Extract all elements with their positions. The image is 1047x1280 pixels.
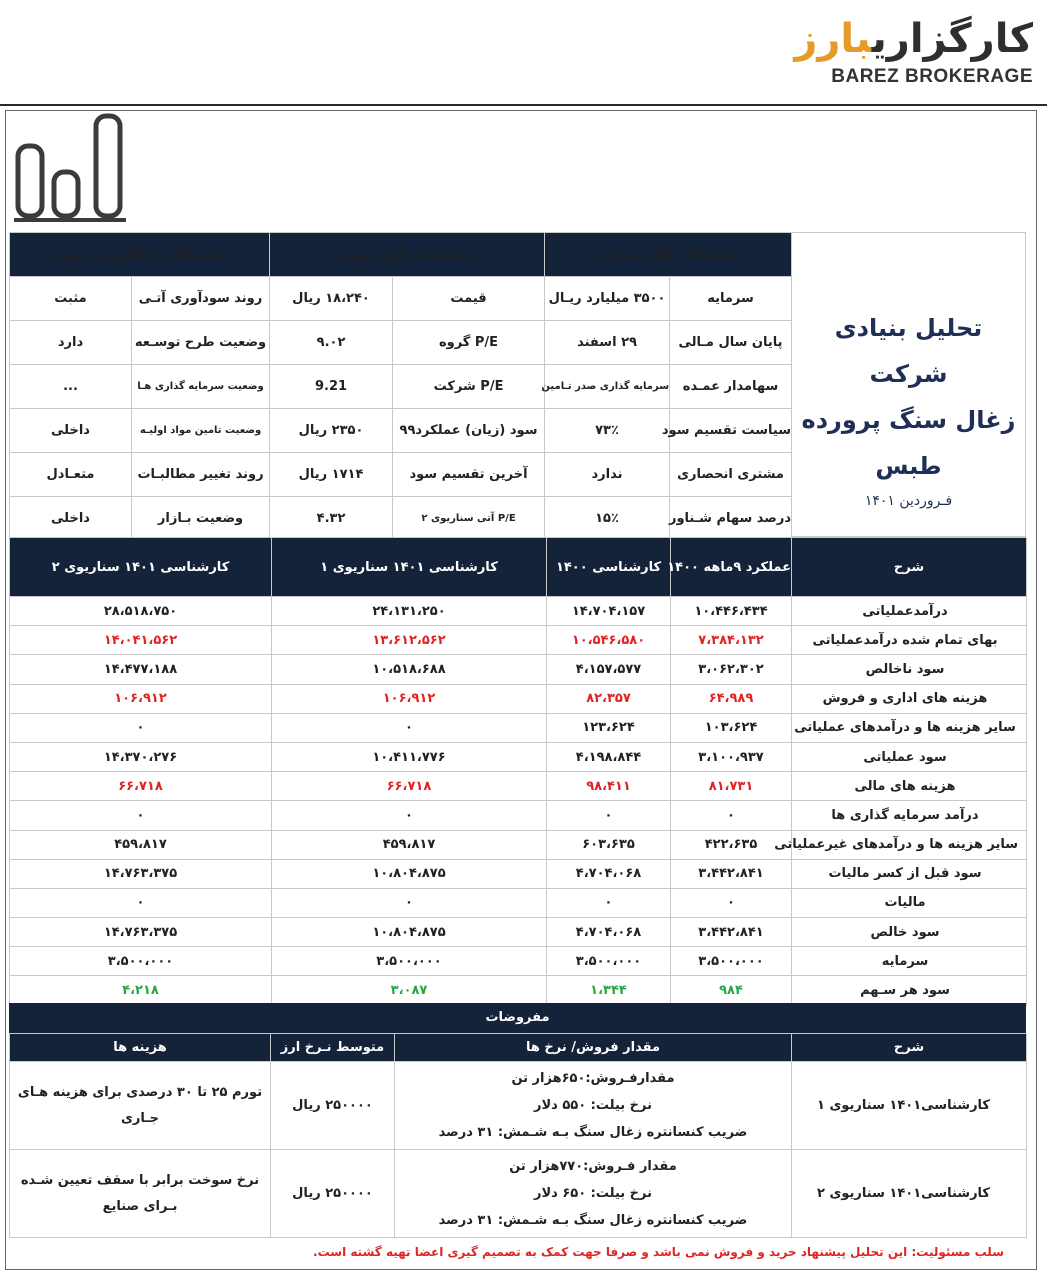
financials-cell: ۳،۴۴۲،۸۴۱ <box>671 918 792 947</box>
financials-cell: ۳،۵۰۰،۰۰۰ <box>10 947 272 976</box>
assumptions-header: هزینه ها <box>10 1034 271 1062</box>
financials-row-label: مالیات <box>792 888 1027 917</box>
overview-value: سرمایه گذاری صدر تـامین <box>545 365 670 409</box>
financials-cell: ۰ <box>272 888 547 917</box>
financials-row <box>10 947 1027 976</box>
financials-cell: ۳،۰۸۷ <box>272 976 547 1005</box>
assumptions-header-row <box>10 1034 1027 1062</box>
overview-label: روند سودآوری آتـی <box>132 277 270 321</box>
overview-value: ۹.۰۲ <box>270 321 393 365</box>
overview-label: سیاست تقسیم سود <box>670 409 792 453</box>
brand-logo <box>794 16 1033 96</box>
overview-label: P/E گروه <box>393 321 545 365</box>
financials-cell: ۱،۳۴۴ <box>547 976 671 1005</box>
financials-row <box>10 655 1027 684</box>
financials-row <box>10 801 1027 830</box>
financials-row <box>10 626 1027 655</box>
financials-row <box>10 918 1027 947</box>
financials-cell: ۰ <box>671 801 792 830</box>
overview-label: مشتری انحصاری <box>670 453 792 497</box>
overview-value: ۱۵٪ <box>545 497 670 541</box>
overview-label: درصد سهام شـناور <box>670 497 792 541</box>
scenario-cost-note: نرخ سوخت برابر با سقف تعیین شـده بـرای صنایع <box>10 1150 271 1238</box>
financials-cell: ۱۴،۴۷۷،۱۸۸ <box>10 655 272 684</box>
financials-cell: ۹۸،۴۱۱ <box>547 772 671 801</box>
financials-row-label: سایر هزینه ها و درآمدهای غیرعملیاتی <box>792 830 1027 859</box>
financials-cell: ۱۰،۵۱۸،۶۸۸ <box>272 655 547 684</box>
financials-cell: ۳،۰۶۲،۳۰۲ <box>671 655 792 684</box>
financials-cell: ۱۰،۴۴۶،۴۳۴ <box>671 597 792 626</box>
overview-value: متعـادل <box>10 453 132 497</box>
financials-row <box>10 976 1027 1005</box>
financials-cell: ۴،۱۵۷،۵۷۷ <box>547 655 671 684</box>
report-title-box <box>791 232 1026 537</box>
scenario-detail-line: ضریب کنسانتره زغال سنگ بـه شـمش: ۳۱ درصد <box>438 1125 748 1140</box>
overview-row <box>10 365 792 409</box>
scenario-cost-note: تورم ۲۵ تا ۳۰ درصدی برای هزینه هـای جـاری <box>10 1062 271 1150</box>
financials-cell: ۱۴،۳۷۰،۲۷۶ <box>10 742 272 771</box>
overview-label: آخرین تقسیم سود <box>393 453 545 497</box>
financials-cell: ۰ <box>671 888 792 917</box>
overview-value: ۲۹ اسفند <box>545 321 670 365</box>
financials-cell: ۰ <box>10 713 272 742</box>
overview-value: ۱۸،۲۴۰ ریال <box>270 277 393 321</box>
financials-cell: ۸۱،۷۳۱ <box>671 772 792 801</box>
financials-cell: ۳،۱۰۰،۹۳۷ <box>671 742 792 771</box>
financials-cell: ۱۰،۵۴۶،۵۸۰ <box>547 626 671 655</box>
financials-cell: ۴،۱۹۸،۸۴۴ <box>547 742 671 771</box>
scenario-details <box>395 1150 792 1238</box>
financials-cell: ۴،۷۰۴،۰۶۸ <box>547 918 671 947</box>
financials-cell: ۳،۴۴۲،۸۴۱ <box>671 859 792 888</box>
financials-cell: ۶۰۳،۶۳۵ <box>547 830 671 859</box>
financials-row <box>10 859 1027 888</box>
title-line-3: طبس <box>875 452 942 480</box>
financials-cell: ۶۶،۷۱۸ <box>10 772 272 801</box>
overview-value: دارد <box>10 321 132 365</box>
scenario-fx-rate: ۲۵۰۰۰۰ ریال <box>271 1150 395 1238</box>
overview-row <box>10 277 792 321</box>
title-line-1: تحلیل بنیادی شرکت <box>834 314 983 388</box>
overview-header-performance: مشخصات عملکـردی سـهم <box>10 233 270 277</box>
financials-cell: ۰ <box>547 801 671 830</box>
logo-accent: بارز <box>794 16 872 62</box>
financials-header-row <box>10 538 1027 597</box>
financials-row <box>10 713 1027 742</box>
financials-row-label: سرمایه <box>792 947 1027 976</box>
financials-cell: ۴۵۹،۸۱۷ <box>10 830 272 859</box>
financials-row-label: سود قبل از کسر مالیات <box>792 859 1027 888</box>
overview-label: وضعیت طرح توسـعه <box>132 321 270 365</box>
financials-cell: ۸۲،۳۵۷ <box>547 684 671 713</box>
overview-header-company: مشخصات کلی شـرکت <box>545 233 792 277</box>
financials-cell: ۶۶،۷۱۸ <box>272 772 547 801</box>
financials-row-label: سایر هزینه ها و درآمدهای عملیاتی <box>792 713 1027 742</box>
financials-row-label: سود خالص <box>792 918 1027 947</box>
financials-cell: ۳،۵۰۰،۰۰۰ <box>547 947 671 976</box>
overview-value: ... <box>10 365 132 409</box>
overview-row <box>10 453 792 497</box>
overview-value: داخلی <box>10 409 132 453</box>
overview-label: وضعیت بـازار <box>132 497 270 541</box>
financials-cell: ۲۸،۵۱۸،۷۵۰ <box>10 597 272 626</box>
financials-cell: ۱۰۳،۶۲۴ <box>671 713 792 742</box>
financials-cell: ۳،۵۰۰،۰۰۰ <box>671 947 792 976</box>
financials-row-label: سود ناخالص <box>792 655 1027 684</box>
financials-row <box>10 684 1027 713</box>
financials-cell: ۱۰،۸۰۴،۸۷۵ <box>272 918 547 947</box>
scenario-label: کارشناسی۱۴۰۱ سناریوی ۲ <box>792 1150 1027 1238</box>
financials-row <box>10 772 1027 801</box>
scenario-detail-line: مقدارفـروش:۶۵۰هزار تن <box>511 1071 675 1086</box>
financials-cell: ۰ <box>10 888 272 917</box>
logo-prefix: کارگزاری <box>871 16 1033 62</box>
scenario-fx-rate: ۲۵۰۰۰۰ ریال <box>271 1062 395 1150</box>
bar-chart-icon <box>12 112 128 224</box>
report-date: فـروردین ۱۴۰۱ <box>864 493 953 509</box>
financials-table <box>9 537 1027 1006</box>
financials-row-label: هزینه های مالی <box>792 772 1027 801</box>
overview-value: داخلی <box>10 497 132 541</box>
overview-value: مثبت <box>10 277 132 321</box>
assumptions-header: متوسط نـرخ ارز <box>271 1034 395 1062</box>
title-line-2: زغال سنگ پرورده <box>801 406 1016 434</box>
assumptions-table <box>9 1033 1027 1238</box>
overview-value: 9.21 <box>270 365 393 409</box>
logo-wordmark <box>794 16 1033 62</box>
overview-label: قیمت <box>393 277 545 321</box>
assumption-row <box>10 1062 1027 1150</box>
overview-value: ۷۳٪ <box>545 409 670 453</box>
overview-value: ۳۵۰۰ میلیارد ریـال <box>545 277 670 321</box>
overview-value: ندارد <box>545 453 670 497</box>
financials-cell: ۱۴،۷۶۳،۳۷۵ <box>10 859 272 888</box>
financials-cell: ۱۰۶،۹۱۲ <box>272 684 547 713</box>
financials-cell: ۴،۲۱۸ <box>10 976 272 1005</box>
header-divider <box>0 104 1047 106</box>
overview-label: سود (زیان) عملکرد۹۹ <box>393 409 545 453</box>
financials-cell: ۴،۷۰۴،۰۶۸ <box>547 859 671 888</box>
financials-cell: ۱۴،۷۶۳،۳۷۵ <box>10 918 272 947</box>
scenario-detail-line: نرخ بیلت: ۵۵۰ دلار <box>533 1098 653 1113</box>
overview-value: ۱۷۱۴ ریال <box>270 453 393 497</box>
financials-row-label: سود هر سـهم <box>792 976 1027 1005</box>
overview-row <box>10 497 792 541</box>
assumptions-title: مفروضات <box>9 1003 1026 1033</box>
overview-label: پایان سال مـالی <box>670 321 792 365</box>
financials-row-label: هزینه های اداری و فروش <box>792 684 1027 713</box>
financials-cell: ۱۲۳،۶۲۴ <box>547 713 671 742</box>
financials-row <box>10 597 1027 626</box>
financials-cell: ۱۳،۶۱۲،۵۶۲ <box>272 626 547 655</box>
overview-table <box>9 232 792 541</box>
financials-row <box>10 830 1027 859</box>
financials-header: کارشناسی ۱۴۰۰ <box>547 538 671 597</box>
overview-label: P/E آتی سناریوی ۲ <box>393 497 545 541</box>
financials-header: کارشناسی ۱۴۰۱ سناریوی ۱ <box>272 538 547 597</box>
financials-cell: ۱۰،۸۰۴،۸۷۵ <box>272 859 547 888</box>
financials-cell: ۴۵۹،۸۱۷ <box>272 830 547 859</box>
financials-cell: ۹۸۴ <box>671 976 792 1005</box>
financials-row <box>10 742 1027 771</box>
assumptions-header: مقدار فروش/ نرخ ها <box>395 1034 792 1062</box>
scenario-detail-line: مقدار فـروش:۷۷۰هزار تن <box>509 1159 677 1174</box>
scenario-label: کارشناسی۱۴۰۱ سناریوی ۱ <box>792 1062 1027 1150</box>
financials-cell: ۱۴،۰۴۱،۵۶۲ <box>10 626 272 655</box>
overview-label: وضعیت سرمایه گذاری هـا <box>132 365 270 409</box>
overview-value: ۲۳۵۰ ریال <box>270 409 393 453</box>
financials-header: شرح <box>792 538 1027 597</box>
overview-label: P/E شرکت <box>393 365 545 409</box>
overview-row <box>10 409 792 453</box>
overview-header-row <box>10 233 792 277</box>
financials-cell: ۱۴،۷۰۴،۱۵۷ <box>547 597 671 626</box>
overview-label: روند تغییر مطالبـات <box>132 453 270 497</box>
financials-header: عملکرد ۹ماهه ۱۴۰۰ <box>671 538 792 597</box>
financials-cell: ۱۰۶،۹۱۲ <box>10 684 272 713</box>
financials-cell: ۳،۵۰۰،۰۰۰ <box>272 947 547 976</box>
assumption-row <box>10 1150 1027 1238</box>
financials-row-label: درآمد سرمایه گذاری ها <box>792 801 1027 830</box>
financials-header: کارشناسی ۱۴۰۱ سناریوی ۲ <box>10 538 272 597</box>
financials-cell: ۴۲۲،۶۳۵ <box>671 830 792 859</box>
report-title <box>792 305 1025 489</box>
financials-cell: ۶۴،۹۸۹ <box>671 684 792 713</box>
financials-row <box>10 888 1027 917</box>
financials-cell: ۲۴،۱۳۱،۲۵۰ <box>272 597 547 626</box>
financials-cell: ۰ <box>10 801 272 830</box>
financials-cell: ۱۰،۴۱۱،۷۷۶ <box>272 742 547 771</box>
overview-label: سهامدار عمـده <box>670 365 792 409</box>
scenario-detail-line: ضریب کنسانتره زغال سنگ بـه شـمش: ۳۱ درصد <box>438 1213 748 1228</box>
overview-value: ۴.۳۲ <box>270 497 393 541</box>
disclaimer: سلب مسئولیت: این تحلیل پیشنهاد خرید و فروش نمی باشد و صرفا جهت کمک به تصمیم گیری اعضا تهیه گشته است. <box>313 1245 1004 1259</box>
financials-cell: ۰ <box>272 713 547 742</box>
overview-label: وضعیت تامین مواد اولیـه <box>132 409 270 453</box>
financials-body <box>10 597 1027 1006</box>
financials-row-label: درآمدعملیاتی <box>792 597 1027 626</box>
logo-english-name: BAREZ BROKERAGE <box>831 66 1033 87</box>
overview-row <box>10 321 792 365</box>
financials-row-label: بهای تمام شده درآمدعملیاتی <box>792 626 1027 655</box>
financials-cell: ۰ <box>272 801 547 830</box>
assumptions-header: شرح <box>792 1034 1027 1062</box>
scenario-details <box>395 1062 792 1150</box>
overview-header-market: مشخصات بازار سـهم <box>270 233 545 277</box>
overview-label: سرمایه <box>670 277 792 321</box>
financials-cell: ۷،۳۸۴،۱۳۲ <box>671 626 792 655</box>
scenario-detail-line: نرخ بیلت: ۶۵۰ دلار <box>533 1186 653 1201</box>
financials-cell: ۰ <box>547 888 671 917</box>
financials-row-label: سود عملیاتی <box>792 742 1027 771</box>
